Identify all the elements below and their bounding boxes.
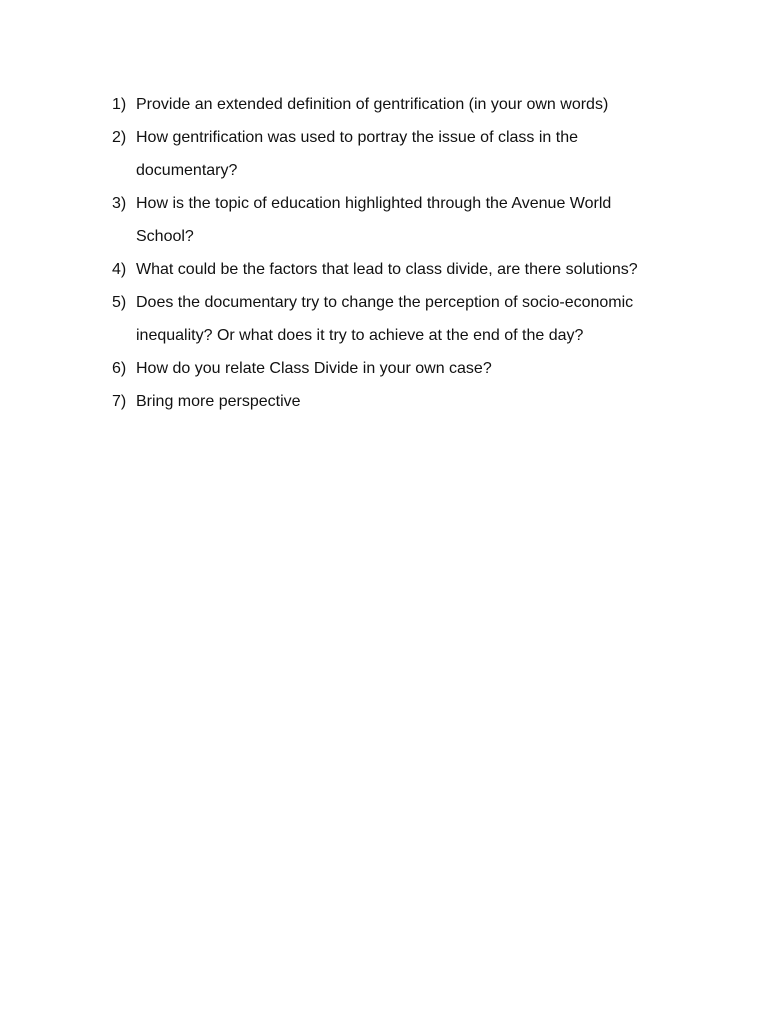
question-number: 3) bbox=[112, 195, 127, 212]
question-number: 5) bbox=[112, 294, 127, 311]
question-text: Does the documentary try to change the perception of socio-economic inequality? Or what does it try to achieve at the end of the day? bbox=[136, 294, 634, 344]
question-number: 7) bbox=[112, 393, 127, 410]
question-item bbox=[112, 88, 672, 121]
question-item bbox=[112, 187, 672, 253]
question-text: How do you relate Class Divide in your own case? bbox=[136, 360, 492, 377]
question-item bbox=[112, 286, 672, 352]
question-number: 1) bbox=[112, 96, 127, 113]
question-number: 4) bbox=[112, 261, 127, 278]
question-text: How gentrification was used to portray the issue of class in the documentary? bbox=[136, 129, 578, 179]
question-item bbox=[112, 352, 672, 385]
question-text: Provide an extended definition of gentrification (in your own words) bbox=[136, 96, 609, 113]
question-item bbox=[112, 121, 672, 187]
question-number: 6) bbox=[112, 360, 127, 377]
question-text: How is the topic of education highlighted through the Avenue World School? bbox=[136, 195, 612, 245]
question-list bbox=[112, 88, 672, 418]
question-number: 2) bbox=[112, 129, 127, 146]
question-text: What could be the factors that lead to class divide, are there solutions? bbox=[136, 261, 638, 278]
question-text: Bring more perspective bbox=[136, 393, 301, 410]
question-item bbox=[112, 385, 672, 418]
question-item bbox=[112, 253, 672, 286]
